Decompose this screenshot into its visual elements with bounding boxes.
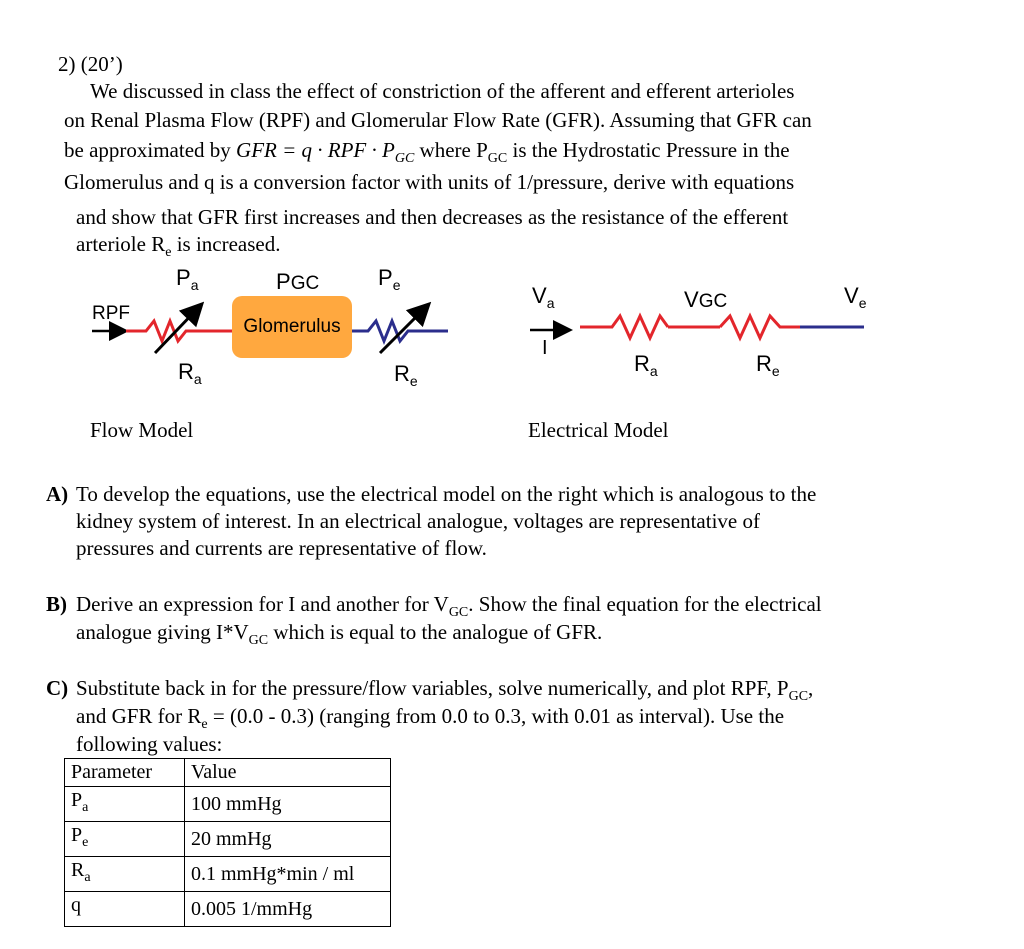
electrical-ve-label: $V_e$ <box>844 283 867 311</box>
flow-ra-label: $R_a$ <box>178 359 202 387</box>
part-c-line-2: and GFR for $R_e = (0.0 - 0.3)$ (ranging from 0.0 to 0.3, with 0.01 as interval). Use the <box>76 704 785 733</box>
afferent-resistor <box>126 321 232 341</box>
flow-pa-label: $P_a$ <box>176 265 199 293</box>
flow-rpf-label: RPF <box>92 303 130 324</box>
intro-line-3-b: where P <box>419 138 488 162</box>
intro-line-2: on Renal Plasma Flow (RPF) and Glomerular Flow Rate (GFR). Assuming that GFR can <box>64 108 812 132</box>
table-cell-value: 0.005 1/mmHg <box>185 892 391 927</box>
table-cell-param: $P_a$ <box>65 787 185 822</box>
electrical-ra-label: $R_a$ <box>634 351 658 379</box>
part-b-line-1: Derive an expression for I and another for $V_{GC}$. Show the final equation for the electrical <box>76 592 822 621</box>
flow-pe-label: $P_e$ <box>378 265 401 293</box>
table-header-cell: Parameter <box>65 759 185 787</box>
glomerulus-box: Glomerulus <box>232 296 352 358</box>
electrical-current-label: I <box>542 337 548 359</box>
intro-line-1: We discussed in class the effect of constriction of the afferent and efferent arterioles <box>90 79 795 103</box>
electrical-model-caption: Electrical Model <box>528 418 669 442</box>
table-row <box>65 892 391 927</box>
part-b-letter: B) <box>46 592 67 616</box>
table-row <box>65 787 391 822</box>
intro-line-3: be approximated by GFR = q · RPF · $P_{GC}$ where $P_{GC}$ is the Hydrostatic Pressure in the <box>64 138 790 167</box>
flow-re-label: $R_e$ <box>394 361 418 389</box>
flow-model-caption: Flow Model <box>90 418 194 442</box>
table-cell-value: 20 mmHg <box>185 822 391 857</box>
table-row <box>65 857 391 892</box>
electrical-ra-resistor <box>580 316 668 338</box>
intro-line-6: arteriole $R_e$ is increased. <box>76 232 281 261</box>
part-a-line-1: To develop the equations, use the electrical model on the right which is analogous to the <box>76 482 817 506</box>
table-cell-param: $P_e$ <box>65 822 185 857</box>
table-cell-param: q <box>65 892 185 927</box>
part-c-letter: C) <box>46 676 69 700</box>
intro-line-5: and show that GFR first increases and then decreases as the resistance of the efferent <box>76 205 789 229</box>
part-a <box>46 480 68 508</box>
electrical-vgc-label: VGC <box>684 287 728 312</box>
table-cell-value: 0.1 mmHg*min / ml <box>185 857 391 892</box>
table-header-cell: Value <box>185 759 391 787</box>
part-c-line-3: following values: <box>76 732 223 756</box>
intro-line-4: Glomerulus and q is a conversion factor with units of 1/pressure, derive with equations <box>64 170 795 194</box>
part-b-line-2: analogue giving $I*V_{GC}$ which is equal to the analogue of GFR. <box>76 620 603 649</box>
part-a-line-3: pressures and currents are representative of flow. <box>76 536 487 560</box>
parameter-table <box>64 758 391 927</box>
electrical-re-label: $R_e$ <box>756 351 780 379</box>
flow-pgc-label: PGC <box>276 269 320 294</box>
table-header-row <box>65 759 391 787</box>
electrical-va-label: $V_a$ <box>532 283 555 311</box>
table-cell-param: $R_a$ <box>65 857 185 892</box>
table-cell-value: 100 mmHg <box>185 787 391 822</box>
intro-line-3-c: is the Hydrostatic Pressure in the <box>512 138 790 162</box>
problem-header: 2) (20’) <box>58 52 123 76</box>
part-a-letter: A) <box>46 482 69 506</box>
electrical-re-resistor <box>720 316 800 338</box>
part-c-line-1: Substitute back in for the pressure/flow variables, solve numerically, and plot RPF, $P_{GC}$, <box>76 676 814 705</box>
table-row <box>65 822 391 857</box>
gfr-formula: GFR = q · RPF · $P_{GC}$ <box>236 138 415 167</box>
intro-line-3-a: be approximated by <box>64 138 231 162</box>
part-a-line-2: kidney system of interest. In an electrical analogue, voltages are representative of <box>76 509 760 533</box>
